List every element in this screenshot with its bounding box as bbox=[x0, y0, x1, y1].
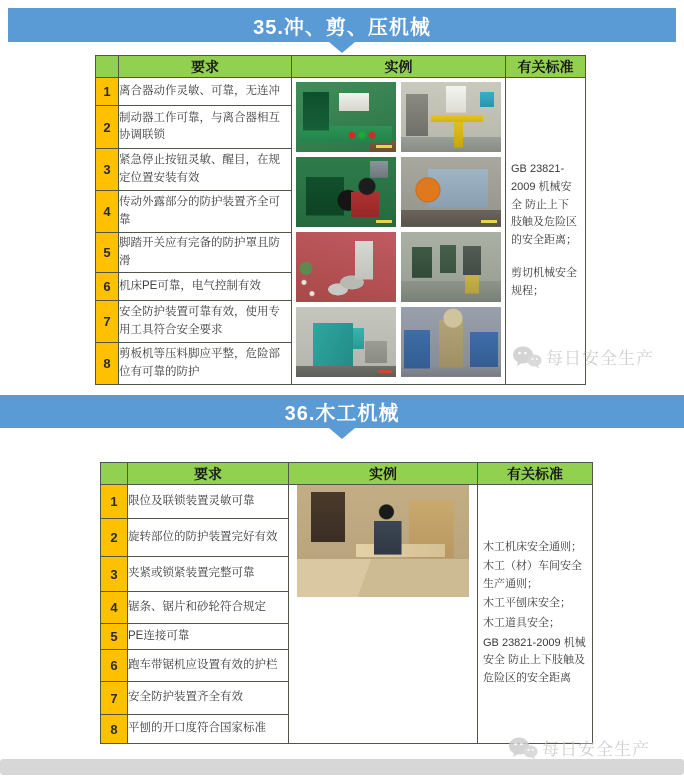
row-number: 7 bbox=[101, 682, 128, 715]
col-header-examples: 实例 bbox=[289, 463, 478, 485]
row-number: 8 bbox=[96, 343, 119, 385]
watermark-text: 每日安全生产 bbox=[546, 349, 654, 368]
row-number: 7 bbox=[96, 301, 119, 343]
wechat-icon bbox=[508, 736, 538, 760]
row-number: 6 bbox=[101, 650, 128, 682]
col-header-examples: 实例 bbox=[292, 56, 506, 78]
examples-cell bbox=[292, 78, 506, 385]
example-photo-shearing-machine bbox=[296, 307, 396, 377]
row-number: 4 bbox=[96, 191, 119, 233]
example-photo-foot-pedal bbox=[296, 232, 396, 302]
example-photo-workshop-presses bbox=[401, 232, 501, 302]
banner-arrow-icon bbox=[329, 428, 355, 439]
example-photo-press-machine bbox=[401, 82, 501, 152]
row-number: 2 bbox=[96, 106, 119, 149]
row-number: 6 bbox=[96, 273, 119, 301]
standards-cell bbox=[478, 485, 593, 744]
example-photo-grid bbox=[292, 78, 505, 381]
standard-text: 木工平刨床安全； bbox=[483, 597, 571, 610]
requirement-text: 机床PE可靠，电气控制有效 bbox=[119, 273, 292, 301]
row-number: 1 bbox=[101, 485, 128, 519]
row-number: 5 bbox=[101, 624, 128, 650]
col-header-requirements: 要求 bbox=[128, 463, 289, 485]
requirement-text: 限位及联锁装置灵敏可靠 bbox=[128, 485, 289, 519]
example-photo-press-controls bbox=[296, 82, 396, 152]
requirement-text: 跑车带锯机应设置有效的护栏 bbox=[128, 650, 289, 682]
corner-cell bbox=[96, 56, 119, 78]
standards-cell bbox=[506, 78, 586, 385]
requirement-text: 制动器工作可靠，与离合器相互协调联锁 bbox=[119, 106, 292, 149]
standard-text: 木工（材）车间安全生产通则； bbox=[483, 560, 582, 590]
example-photo-press-with-crates bbox=[401, 307, 501, 377]
example-photo-blue-machine bbox=[401, 157, 501, 227]
bottom-divider bbox=[0, 759, 684, 775]
standard-text: 木工机床安全通则； bbox=[483, 540, 582, 553]
example-photo-workers-at-machine bbox=[296, 157, 396, 227]
standard-text: GB 23821-2009 机械安全 防止上下肢触及危险区的安全距离 bbox=[483, 636, 586, 684]
row-number: 3 bbox=[101, 557, 128, 592]
row-number: 5 bbox=[96, 233, 119, 273]
col-header-standards: 有关标准 bbox=[478, 463, 593, 485]
requirement-text: 离合器动作灵敏、可靠，无连冲 bbox=[119, 78, 292, 106]
row-number: 8 bbox=[101, 715, 128, 744]
table-woodworking-machinery bbox=[100, 462, 593, 744]
banner-arrow-icon bbox=[329, 42, 355, 53]
requirement-text: 锯条、锯片和砂轮符合规定 bbox=[128, 592, 289, 624]
requirement-text: PE连接可靠 bbox=[128, 624, 289, 650]
examples-cell bbox=[289, 485, 478, 744]
requirement-text: 剪板机等压料脚应平整，危险部位有可靠的防护 bbox=[119, 343, 292, 385]
col-header-requirements: 要求 bbox=[119, 56, 292, 78]
requirement-text: 紧急停止按钮灵敏、醒目，在规定位置安装有效 bbox=[119, 149, 292, 191]
requirement-text: 传动外露部分的防护装置齐全可靠 bbox=[119, 191, 292, 233]
example-photo-woodworking-shop bbox=[297, 485, 469, 597]
row-number: 4 bbox=[101, 592, 128, 624]
col-header-standards: 有关标准 bbox=[506, 56, 586, 78]
row-number: 3 bbox=[96, 149, 119, 191]
requirement-text: 脚踏开关应有完备的防护罩且防滑 bbox=[119, 233, 292, 273]
requirement-text: 安全防护装置可靠有效，使用专用工具符合安全要求 bbox=[119, 301, 292, 343]
standard-text: 木工道具安全； bbox=[483, 617, 560, 629]
watermark bbox=[508, 735, 650, 760]
row-number: 1 bbox=[96, 78, 119, 106]
watermark-text: 每日安全生产 bbox=[542, 740, 650, 759]
requirement-text: 夹紧或锁紧装置完整可靠 bbox=[128, 557, 289, 592]
standard-text: 剪切机械安全规程； bbox=[511, 267, 577, 297]
watermark bbox=[512, 344, 654, 369]
wechat-icon bbox=[512, 345, 542, 369]
requirement-text: 安全防护装置齐全有效 bbox=[128, 682, 289, 715]
requirement-text: 旋转部位的防护装置完好有效 bbox=[128, 519, 289, 557]
corner-cell bbox=[101, 463, 128, 485]
section-banner-36: 36.木工机械 bbox=[0, 395, 684, 428]
row-number: 2 bbox=[101, 519, 128, 557]
standard-text: GB 23821-2009 机械安全 防止上下肢触及危险区的安全距离； bbox=[511, 163, 577, 246]
table-press-machinery bbox=[95, 55, 586, 385]
section-banner-35: 35.冲、剪、压机械 bbox=[8, 8, 676, 42]
requirement-text: 平刨的开口度符合国家标准 bbox=[128, 715, 289, 744]
